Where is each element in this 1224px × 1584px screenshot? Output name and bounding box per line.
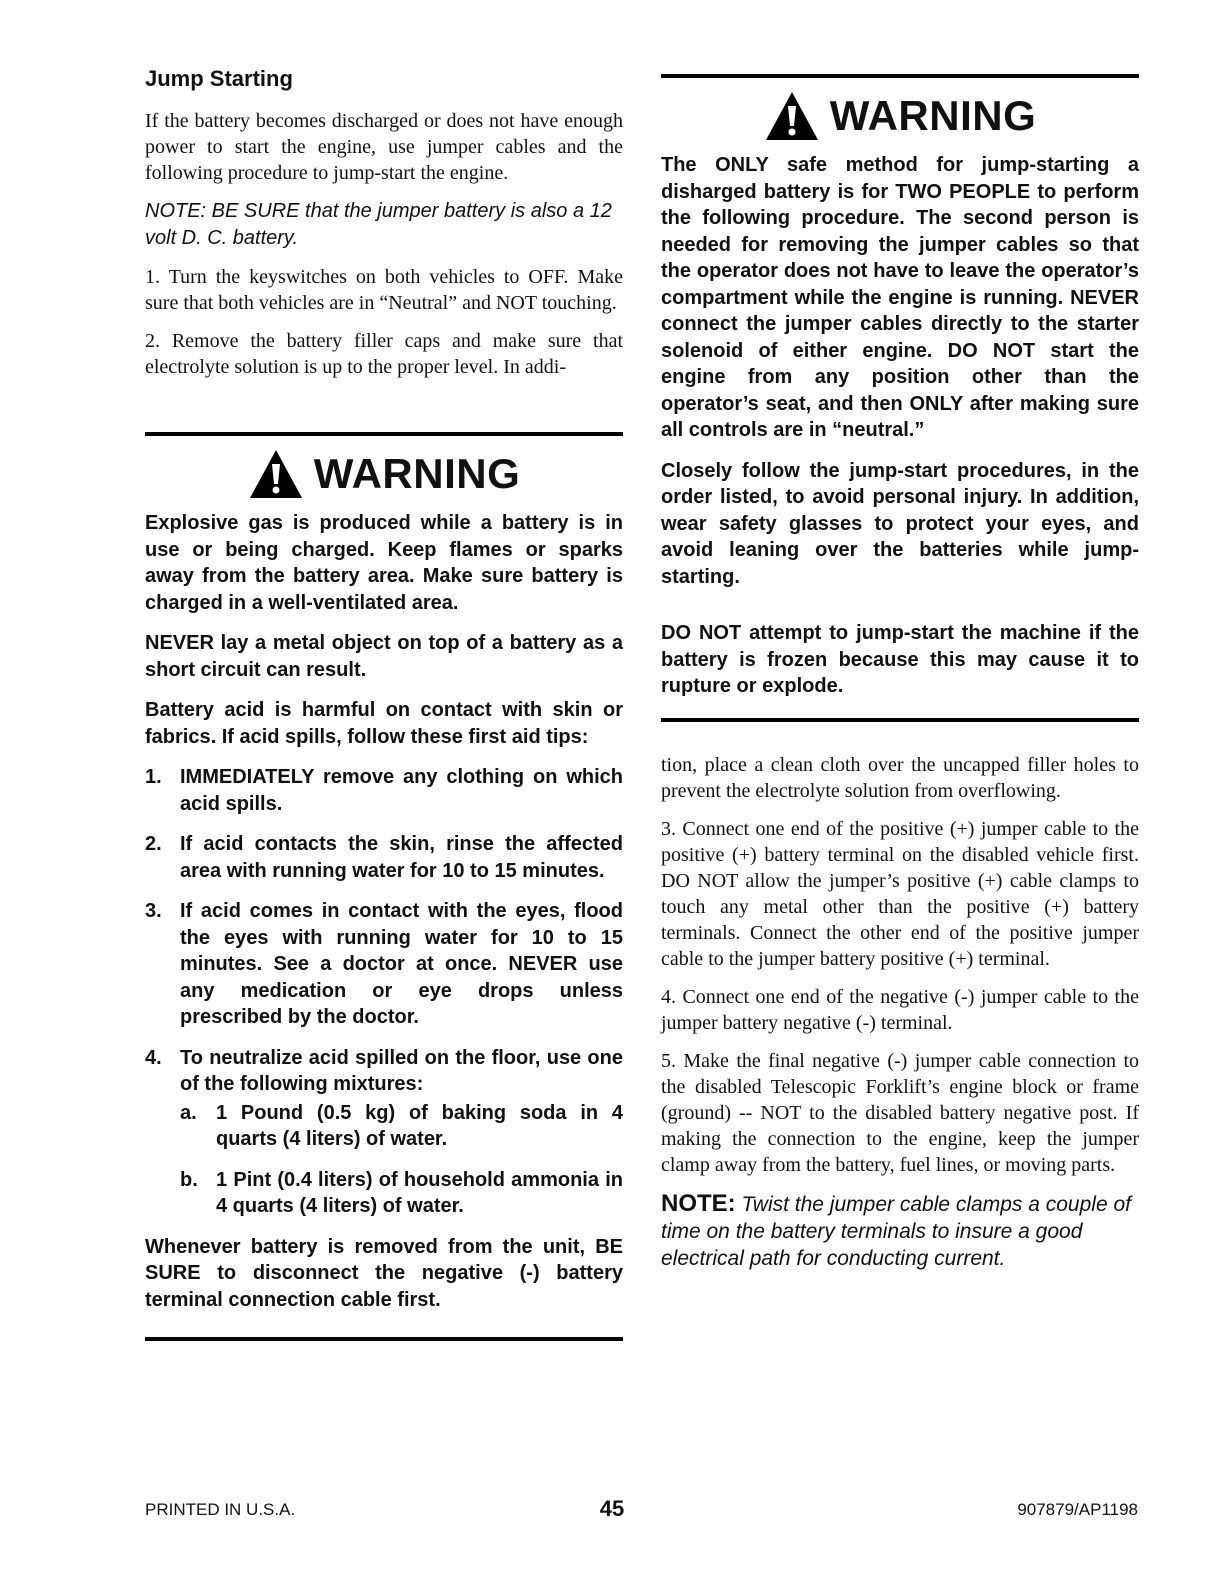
warning-triangle-icon (248, 448, 304, 500)
step-2-continued: tion, place a clean cloth over the uncapped filler holes to prevent the electrolyte solution from overflowing. (661, 753, 1139, 802)
warning-bottom-rule (145, 1337, 623, 1341)
warning-triangle-icon (764, 90, 820, 142)
page-number: 45 (599, 1496, 625, 1521)
footer-doc-number: 907879/AP1198 (1017, 1500, 1138, 1519)
warning-header (145, 448, 623, 500)
disconnect-warning: Whenever battery is removed from the unit, BE SURE to disconnect the negative (-) battery terminal connection cable first. (145, 1235, 623, 1311)
step-4: 4. Connect one end of the negative (-) jumper cable to the jumper battery negative (-) terminal. (661, 985, 1139, 1034)
step-5: 5. Make the final negative (-) jumper cable connection to the disabled Telescopic Forklift’s engine block or frame (ground) -- NOT to the disabled battery negative post. If making the connection to the engine, keep the jumper clamp away from the battery, fuel lines, or moving parts. (661, 1049, 1139, 1176)
list-item: 4. To neutralize acid spilled on the floor, use one of the following mixtures: (145, 1046, 623, 1095)
step-2: 2. Remove the battery filler caps and make sure that electrolyte solution is up to the proper level. In addi- (145, 330, 623, 378)
metal-object-warning: NEVER lay a metal object on top of a battery as a short circuit can result. (145, 632, 623, 681)
clamp-note (661, 1190, 1139, 1272)
battery-acid-warning: Battery acid is harmful on contact with skin or fabrics. If acid spills, follow these first aid tips: (145, 699, 623, 748)
step-1: 1. Turn the keyswitches on both vehicles to OFF. Make sure that both vehicles are in “Neutral” and NOT touching. (145, 266, 623, 314)
note-label: NOTE: (661, 1189, 736, 1217)
two-people-warning: The ONLY safe method for jump-starting a disharged battery is for TWO PEOPLE to perform the following procedure. The second person is needed for removing the jumper cables so that the operator does not have to leave the operator’s compartment while the engine is running. NEVER connect the jumper cables directly to the starter solenoid of either engine. DO NOT start the engine from any position other than the operator’s seat, and then ONLY after making sure all controls are in “neutral.” (661, 154, 1139, 441)
warning-top-rule (145, 432, 623, 436)
warning-top-rule (661, 74, 1139, 78)
list-item: 2. If acid contacts the skin, rinse the affected area with running water for 10 to 15 minutes. (145, 833, 623, 882)
first-aid-list (145, 764, 623, 1098)
intro-paragraph: If the battery becomes discharged or does not have enough power to start the engine, use jumper cables and the following procedure to jump-start the engine. (145, 110, 623, 184)
list-item: b. 1 Pint (0.4 liters) of household ammonia in 4 quarts (4 liters) of water. (180, 1168, 623, 1217)
jumper-battery-note: NOTE: BE SURE that the jumper battery is also a 12 volt D. C. battery. (145, 200, 612, 249)
footer-printed: PRINTED IN U.S.A. (145, 1500, 296, 1519)
follow-procedure-warning: Closely follow the jump-start procedures, in the order listed, to avoid personal injury. In addition, wear safety glasses to protect your eyes, and avoid leaning over the batteries while jump-starting. (661, 459, 1139, 588)
explosive-gas-warning: Explosive gas is produced while a battery is in use or being charged. Keep flames or sparks away from the battery area. Make sure battery is charged in a well-ventilated area. (145, 512, 623, 614)
section-heading: Jump Starting (145, 66, 293, 91)
warning-title: WARNING (313, 450, 521, 497)
right-column (661, 74, 1139, 1284)
frozen-battery-warning: DO NOT attempt to jump-start the machine if the battery is frozen because this may cause it to rupture or explode. (661, 622, 1139, 697)
warning-header (661, 90, 1139, 142)
list-item: 1. IMMEDIATELY remove any clothing on which acid spills. (145, 766, 623, 815)
list-item: a. 1 Pound (0.5 kg) of baking soda in 4 quarts (4 liters) of water. (180, 1101, 623, 1150)
list-item: 3. If acid comes in contact with the eyes, flood the eyes with running water for 10 to 15 minutes. See a doctor at once. NEVER use any medication or eye drops unless prescribed by the doctor. (145, 900, 623, 1028)
left-column (145, 66, 623, 1341)
note-text: Twist the jumper cable clamps a couple of time on the battery terminals to insure a good electrical path for conducting current. (661, 1192, 1131, 1270)
warning-title: WARNING (829, 92, 1037, 139)
step-3: 3. Connect one end of the positive (+) jumper cable to the positive (+) battery terminal on the disabled vehicle first. DO NOT allow the jumper’s positive (+) cable clamps to touch any metal other than the positive (+) battery terminals. Connect the other end of the positive jumper cable to the jumper battery positive (+) terminal. (661, 817, 1139, 970)
mixture-list (180, 1100, 623, 1220)
